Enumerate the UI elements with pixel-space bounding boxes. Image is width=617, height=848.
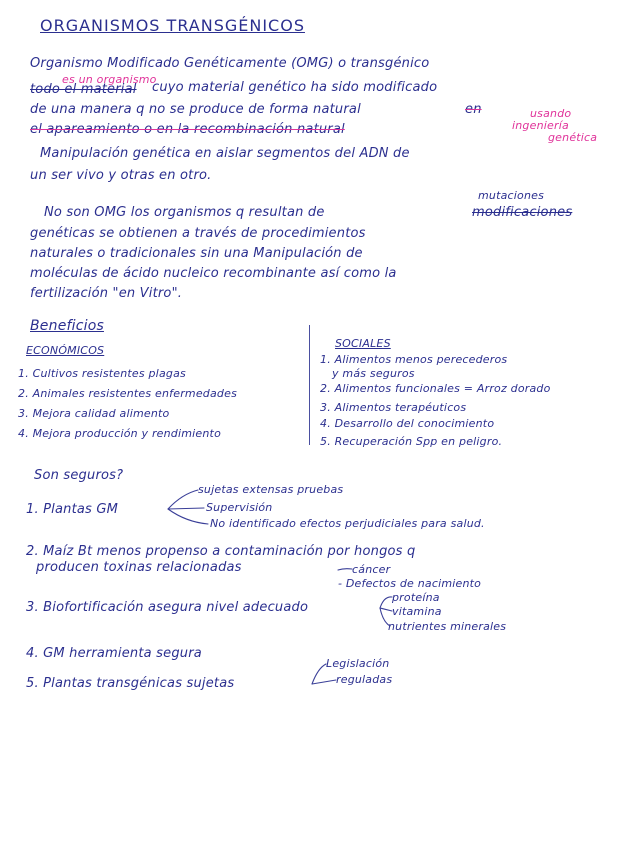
economic-item-3: 3. Mejora calidad alimento [18, 407, 170, 420]
definition-insert: es un organismo [62, 73, 157, 86]
social-item-2: 2. Alimentos funcionales = Arroz dorado [320, 382, 551, 395]
social-item-1: 1. Alimentos menos perecederos [320, 353, 508, 366]
safe-point-2-a: cáncer [352, 563, 391, 576]
definition-note-2: ingeniería [512, 119, 569, 132]
manipulation-line-1: Manipulación genética en aislar segmentos del ADN de [40, 146, 410, 161]
not-omg-line-4: moléculas de ácido nucleico recombinante así como la [30, 266, 397, 281]
safe-point-2-b: - Defectos de nacimiento [338, 577, 482, 590]
not-omg-line-1: No son OMG los organismos q resultan de [44, 205, 325, 220]
safe-point-3: 3. Biofortificación asegura nivel adecuado [26, 600, 309, 615]
safe-point-2-line-1: 2. Maíz Bt menos propenso a contaminación por hongos q [26, 544, 416, 559]
connector-2a [338, 569, 352, 570]
not-omg-insert: mutaciones [478, 189, 545, 202]
economic-heading: ECONÓMICOS [26, 344, 105, 357]
not-omg-struck-word: modificaciones [472, 205, 573, 220]
safe-question: Son seguros? [34, 468, 124, 483]
definition-note-1: usando [530, 107, 572, 120]
economic-item-1: 1. Cultivos resistentes plagas [18, 367, 186, 380]
definition-line-4-struck: el apareamiento o en la recombinación natural [30, 122, 345, 137]
social-item-1-cont: y más seguros [332, 367, 415, 380]
definition-struck-word: en [465, 102, 482, 117]
social-item-3: 3. Alimentos terapéuticos [320, 401, 467, 414]
manipulation-line-2: un ser vivo y otras en otro. [30, 168, 212, 183]
economic-item-2: 2. Animales resistentes enfermedades [18, 387, 238, 400]
safe-point-1-a: sujetas extensas pruebas [198, 483, 344, 496]
not-omg-line-3: naturales o tradicionales sin una Manipulación de [30, 246, 363, 261]
social-heading: SOCIALES [335, 337, 391, 350]
connector-5b [312, 680, 336, 684]
benefits-heading: Beneficios [30, 318, 104, 334]
safe-point-5-a: Legislación [326, 657, 390, 670]
connector-1c [168, 509, 208, 524]
safe-point-3-b: vitamina [392, 605, 442, 618]
safe-point-1-b: Supervisión [206, 501, 273, 514]
safe-point-5: 5. Plantas transgénicas sujetas [26, 676, 235, 691]
connector-3b [380, 608, 392, 611]
definition-line-1: Organismo Modificado Genéticamente (OMG) o transgénico [30, 56, 430, 71]
connector-5a [312, 664, 326, 684]
safe-point-1: 1. Plantas GM [26, 502, 119, 517]
definition-struck-text: todo el material [30, 82, 137, 97]
connector-3a [380, 597, 392, 608]
safe-point-2-line-2: producen toxinas relacionadas [36, 560, 242, 575]
definition-line-2: cuyo material genético ha sido modificado [152, 80, 438, 95]
safe-point-3-c: nutrientes minerales [388, 620, 507, 633]
connector-1b [168, 508, 204, 509]
connector-3c [380, 608, 390, 626]
not-omg-line-5: fertilización "en Vitro". [30, 286, 183, 301]
economic-item-4: 4. Mejora producción y rendimiento [18, 427, 221, 440]
page-title: ORGANISMOS TRANSGÉNICOS [40, 16, 305, 35]
definition-note-3: genética [548, 131, 598, 144]
social-item-5: 5. Recuperación Spp en peligro. [320, 435, 503, 448]
not-omg-line-2: genéticas se obtienen a través de procedimientos [30, 226, 366, 241]
social-item-4: 4. Desarrollo del conocimiento [320, 417, 495, 430]
safe-point-5-b: reguladas [336, 673, 393, 686]
safe-point-3-a: proteína [392, 591, 440, 604]
definition-line-3: de una manera q no se produce de forma natural [30, 102, 361, 117]
safe-point-4: 4. GM herramienta segura [26, 646, 202, 661]
connector-1a [168, 490, 198, 509]
safe-point-1-c: No identificado efectos perjudiciales para salud. [210, 517, 485, 530]
